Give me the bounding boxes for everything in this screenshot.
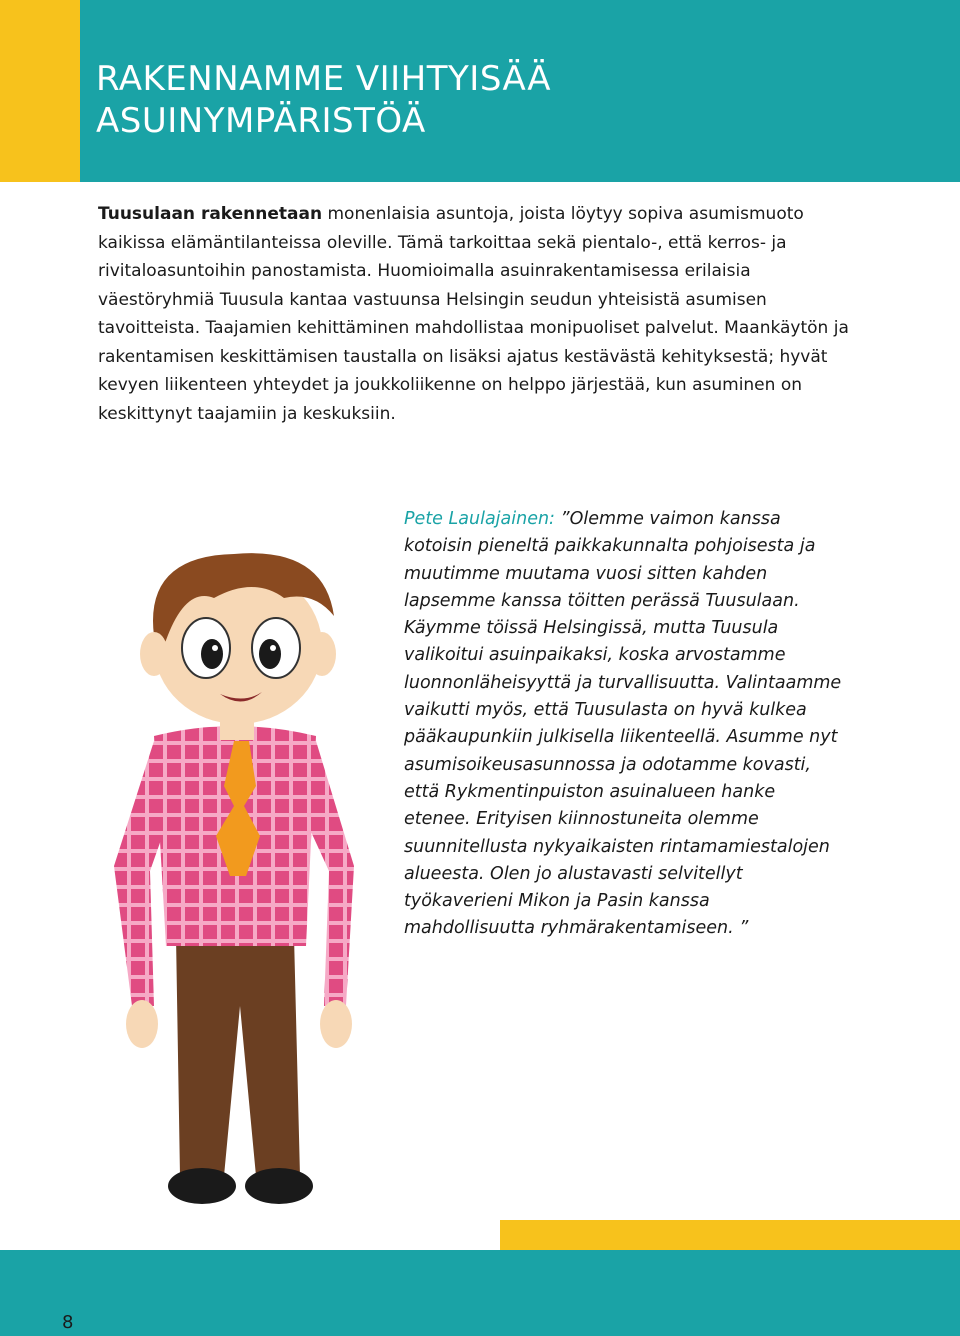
page-title (96, 58, 896, 142)
header-accent-stripe (0, 0, 80, 182)
footer-spacer (0, 1220, 500, 1250)
page-title-line-2: ASUINYMPÄRISTÖÄ (96, 101, 426, 141)
quote-speaker: Pete Laulajainen: (404, 509, 555, 529)
intro-lead: Tuusulaan rakennetaan (98, 204, 323, 224)
quote-text: ”Olemme vaimon kanssa kotoisin pieneltä paikkakunnalta pohjoisesta ja muutimme muutama vuosi sitten kahden lapsemme kanssa töitten perässä Tuusulaan. Käymme töissä Helsingissä, mutta Tuusula valikoitui asuinpaikaksi, koska arvostamme luonnonläheisyyttä ja turvallisuutta. Valintaamme vaikutti myös, että Tuusulasta on hyvä kulkea pääkaupunkiin julkisella liikenteellä. Asumme nyt asumisoikeusasunnossa ja odotamme kovasti, että Rykmentinpuiston asuinalueen hanke etenee. Erityisen kiinnostuneita olemme suunnitellusta nykyaikaisten rintamamiestalojen alueesta. Olen jo alustavasti selvitellyt työkaverieni Mikon ja Pasin kanssa mahdollisuutta ryhmärakentamiseen. ” (404, 509, 842, 939)
testimonial-quote (404, 506, 844, 943)
footer-accent-stripe (500, 1220, 960, 1250)
page-title-line-1: RAKENNAMME VIIHTYISÄÄ (96, 59, 551, 99)
intro-body: monenlaisia asuntoja, joista löytyy sopiva asumismuoto kaikissa elämäntilanteissa oleville. Tämä tarkoittaa sekä pientalo-, että kerros- ja rivitaloasuntoihin panostamista. Huomioimalla asuinrakentamisessa erilaisia väestöryhmiä Tuusula kantaa vastuunsa Helsingin seudun yhteisistä asumisen tavoitteista. Taajamien kehittäminen mahdollistaa monipuoliset palvelut. Maankäytön ja rakentamisen keskittämisen taustalla on lisäksi ajatus kestävästä kehityksestä; hyvät kevyen liikenteen yhteydet ja joukkoliikenne on helppo järjestää, kun asuminen on keskittynyt taajamiin ja keskuksiin. (98, 204, 849, 424)
intro-paragraph (98, 200, 858, 428)
footer-band (0, 1250, 960, 1336)
page-number: 8 (62, 1312, 74, 1333)
character-illustration (84, 536, 404, 1226)
